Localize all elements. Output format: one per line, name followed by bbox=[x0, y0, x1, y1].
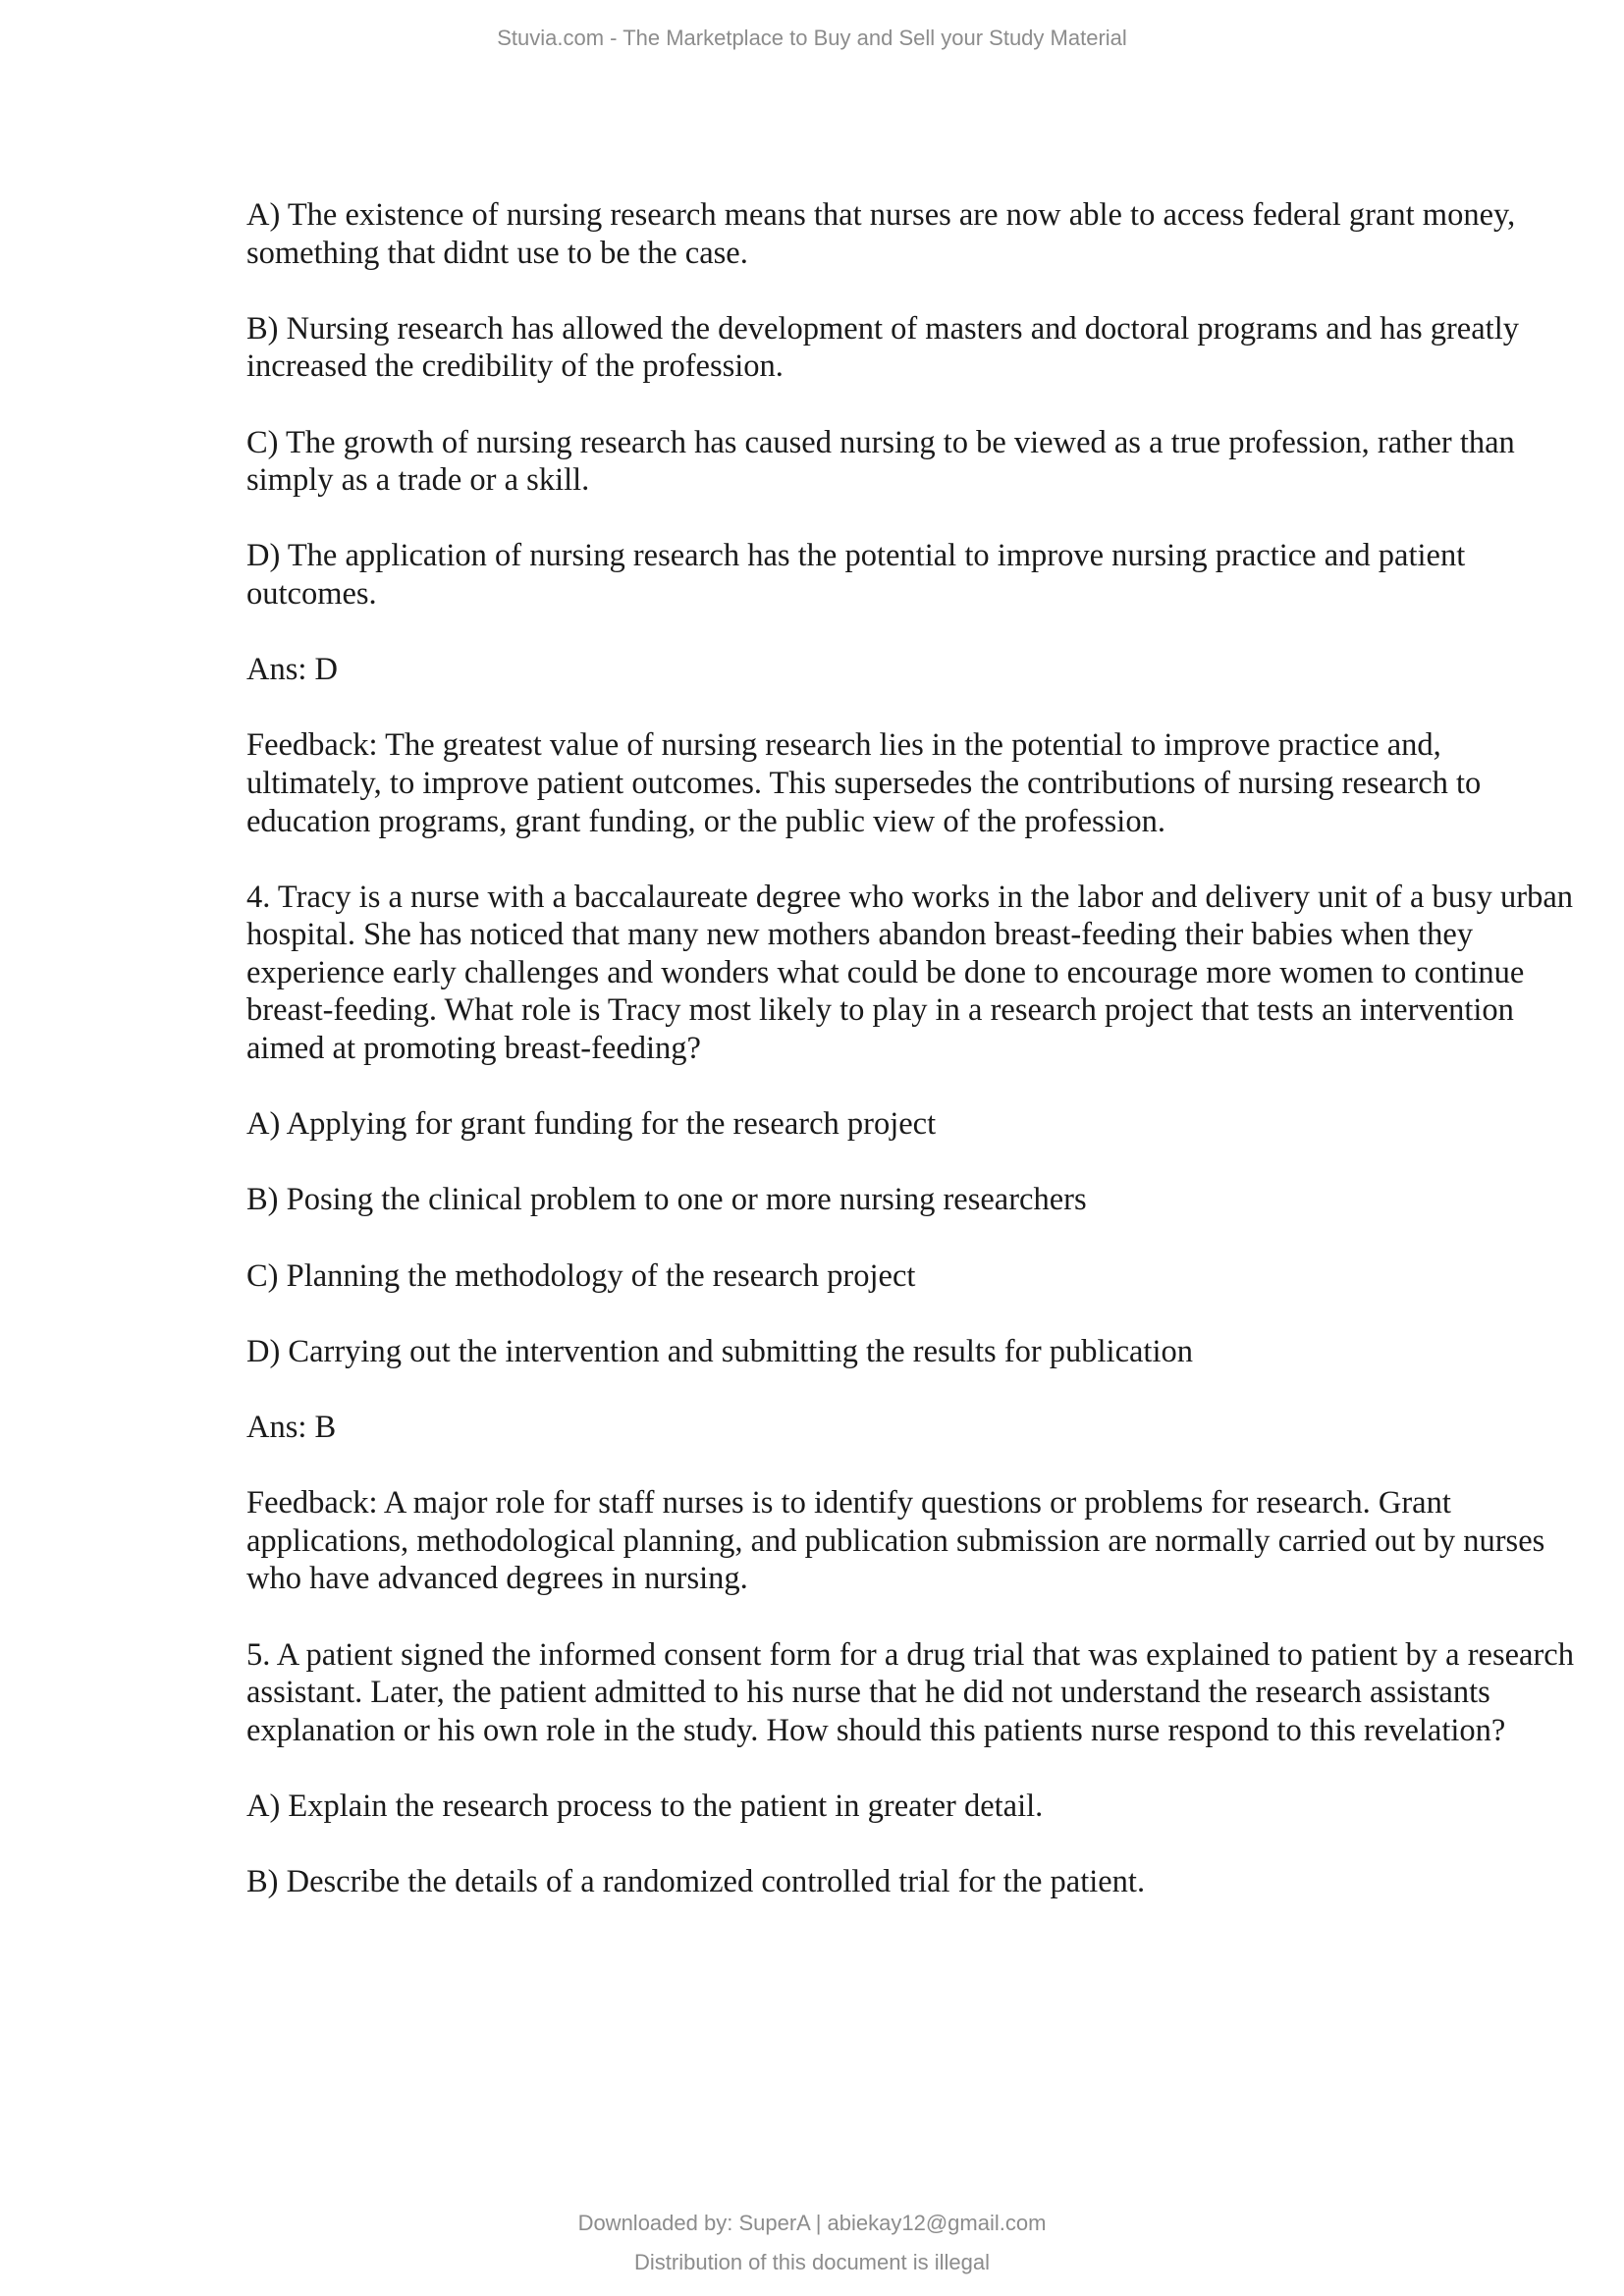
question-5-paragraph: 5. A patient signed the informed consent form for a drug trial that was explained to patient by a research assistant. Later, the patient admitted to his nurse that he did not understand the research assistants explanation or his own role in the study. How should this patients nurse respond to this revelation? bbox=[246, 1636, 1574, 1748]
question-4-feedback: Feedback: A major role for staff nurses is to identify questions or problems for research. Grant applications, methodological planning, and publication submission are normally carried out by nurses who have advanced degrees in nursing. bbox=[246, 1485, 1545, 1597]
question-4-answer: Ans: B bbox=[246, 1410, 337, 1445]
footer-distribution-notice: Distribution of this document is illegal bbox=[634, 2250, 990, 2274]
page-header: Stuvia.com - The Marketplace to Buy and Sell your Study Material bbox=[497, 26, 1127, 50]
question-4-option-a: A) Applying for grant funding for the research project bbox=[246, 1106, 937, 1143]
option-b-paragraph: B) Nursing research has allowed the development of masters and doctoral programs and has greatly increased the credibility of the profession. bbox=[246, 310, 1519, 385]
document-body bbox=[246, 196, 1582, 1939]
question-4-option-d: D) Carrying out the intervention and submitting the results for publication bbox=[246, 1333, 1193, 1369]
feedback-paragraph: Feedback: The greatest value of nursing research lies in the potential to improve practice and, ultimately, to improve patient outcomes. This supersedes the contributions of nursing research to education programs, grant funding, or the public view of the profession. bbox=[246, 727, 1482, 839]
option-c-paragraph: C) The growth of nursing research has caused nursing to be viewed as a true profession, rather than simply as a trade or a skill. bbox=[246, 424, 1515, 499]
question-4-option-c: C) Planning the methodology of the research project bbox=[246, 1257, 916, 1294]
option-d-paragraph: D) The application of nursing research has the potential to improve nursing practice and patient outcomes. bbox=[246, 538, 1466, 612]
answer-paragraph: Ans: D bbox=[246, 652, 338, 688]
question-4-paragraph: 4. Tracy is a nurse with a baccalaureate degree who works in the labor and delivery unit of a busy urban hospital. She has noticed that many new mothers abandon breast-feeding their babies when they experience early challenges and wonders what could be done to encourage more women to continue breast-feeding. What role is Tracy most likely to play in a research project that tests an intervention aimed at promoting breast-feeding? bbox=[246, 879, 1574, 1067]
footer-downloaded-by: Downloaded by: SuperA | abiekay12@gmail.com bbox=[577, 2211, 1047, 2235]
question-4-option-b: B) Posing the clinical problem to one or more nursing researchers bbox=[246, 1182, 1087, 1218]
question-5-option-b: B) Describe the details of a randomized controlled trial for the patient. bbox=[246, 1864, 1146, 1900]
option-a-paragraph: A) The existence of nursing research means that nurses are now able to access federal grant money, something that didnt use to be the case. bbox=[246, 197, 1516, 271]
question-5-option-a: A) Explain the research process to the patient in greater detail. bbox=[246, 1788, 1044, 1824]
